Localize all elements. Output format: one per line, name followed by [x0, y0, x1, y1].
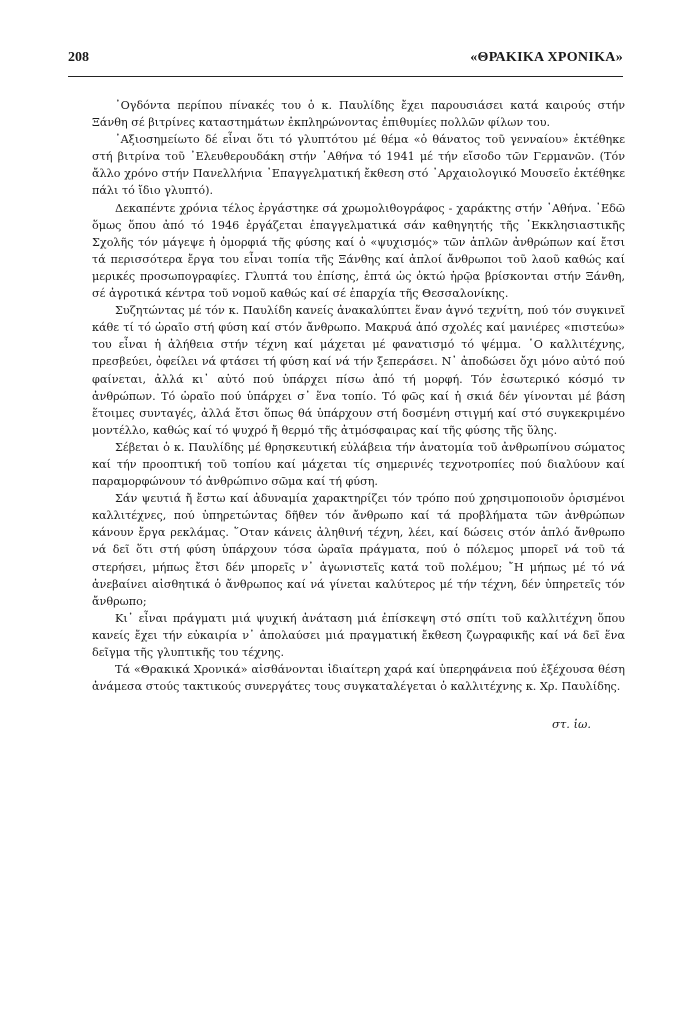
- paragraph: ᾿Αξιοσημείωτο δέ εἶναι ὅτι τό γλυπτότου μέ θέμα «ὁ θάνατος τοῦ γενναίου» ἐκτέθηκε στή βιτρίνα τοῦ ᾿Ελευθερουδάκη στήν ᾿Αθήνα τό 1941 μέ τήν εἴσοδο τῶν Γερμανῶν. (Τόν ἄλλο χρόνο στήν Πανελλήνια ᾿Επαγγελματική ἔκθεση στό ᾿Αρχαιολογικό Μουσεῖο ἐκτέθηκε πάλι τό ἴδιο γλυπτό).: [92, 133, 625, 198]
- page-number: 208: [68, 50, 89, 65]
- journal-title: «ΘΡΑΚΙΚΑ ΧΡΟΝΙΚΑ»: [470, 50, 623, 65]
- paragraph: Σάν ψευτιά ἤ ἔστω καί ἀδυναμία χαρακτηρίζει τόν τρόπο πού χρησιμοποιοῦν ὁρισμένοι καλλιτέχνες, πού ὑπηρετώντας δῆθεν τόν ἄνθρωπο καί τά προβλήματα τῶν ἀνθρώπων κάνουν ἔργα ρεκλάμας. ῞Οταν κάνεις ἀληθινή τέχνη, λέει, καί δώσεις στόν ἁπλό ἄνθρωπο νά δεῖ ὅτι στή φύση ὑπάρχουν τόσα ὡραῖα πράγματα, πού ὁ πόλεμος μπορεῖ νά τοῦ τά στερήσει, μήπως ἔτσι δέν μπορεῖς ν᾿ ἀγωνιστεῖς κατά τοῦ πολέμου; ῎Η μήπως μέ τό νά ἀνεβαίνει αἰσθητικά ὁ ἄνθρωπος καί νά γίνεται καλύτερος μέ τήν τέχνη, δέν ὑπηρετεῖς τόν ἄνθρωπο;: [92, 492, 625, 608]
- paragraph: Σέβεται ὁ κ. Παυλίδης μέ θρησκευτική εὐλάβεια τήν ἀνατομία τοῦ ἀνθρωπίνου σώματος καί τήν προοπτική τοῦ τοπίου καί μάχεται τίς σημερινές τεχνοτροπίες πού διαλύουν καί παραμορφώνουν τό ἀνθρώπινο σῶμα καί τή φύση.: [92, 440, 625, 489]
- article-body: [92, 97, 625, 695]
- paragraph: Τά «Θρακικά Χρονικά» αἰσθάνονται ἰδιαίτερη χαρά καί ὑπερηφάνεια πού ἐξέχουσα θέση ἀνάμεσα στούς τακτικούς συνεργάτες τους συγκαταλέγεται ὁ καλλιτέχνης κ. Χρ. Παυλίδης.: [92, 663, 625, 694]
- paragraph: Δεκαπέντε χρόνια τέλος ἐργάστηκε σά χρωμολιθογράφος - χαράκτης στήν ᾿Αθήνα. ᾿Εδῶ ὅμως ὅπου ἀπό τό 1946 ἐργάζεται ἐπαγγελματικά σάν καθηγητής τῆς ᾿Εκκλησιαστικῆς Σχολῆς τόν μάγεψε ἡ ὀμορφιά τῆς φύσης καί ὁ «ψυχισμός» τῶν ἁπλῶν ἀνθρώπων καί ἔτσι τά περισσότερα ἔργα του εἶναι τοπία τῆς Ξάνθης καί ἁπλοί ἄνθρωποι τοῦ λαοῦ καθώς καί μερικές προσωπογραφίες. Γλυπτά του ἐπίσης, ἑπτά ὡς ὀκτώ ἡρῷα βρίσκονται στήν Ξάνθη, σέ ἀγροτικά κέντρα τοῦ νομοῦ καθώς καί σέ ἐπαρχία τῆς Θεσσαλονίκης.: [92, 201, 625, 301]
- paragraph: Συζητώντας μέ τόν κ. Παυλίδη κανείς ἀνακαλύπτει ἕναν ἁγνό τεχνίτη, πού τόν συγκινεῖ κάθε τί τό ὡραῖο στή φύση καί στόν ἄνθρωπο. Μακρυά ἀπό σχολές καί μανιέρες «πιστεύω» του εἶναι ἡ ἀλήθεια στήν τέχνη καί μάχεται μέ φανατισμό τό ψέμμα. ῾Ο καλλιτέχνης, πρεσβεύει, ὀφείλει νά φτάσει τή φύση καί νά τήν ξεπεράσει. Ν᾿ ἀποδώσει ὄχι μόνο αὐτό πού φαίνεται, ἀλλά κι᾿ αὐτό πού ὑπάρχει πίσω ἀπό τή μορφή. Τόν ἐσωτερικό κόσμό τν ἀνθρώπων. Τό ὡραῖο πού ὑπάρχει σ᾿ ἕνα τοπίο. Τό φῶς καί ἡ σκιά δέν γίνονται μέ βάση ἕτοιμες συνταγές, ἀλλά ἔτσι ὅπως θά ὑπάρχουν στή δοσμένη στιγμή καί στό συγκεκριμένο μοντέλλο, καθώς καί τό ψυχρό ἤ θερμό τῆς ἀτμόσφαιρας καί τῆς φύσης τῆς ὕλης.: [92, 304, 625, 437]
- author-signature: στ. ἰω.: [552, 717, 592, 731]
- paragraph: ᾿Ογδόντα περίπου πίνακές του ὁ κ. Παυλίδης ἔχει παρουσιάσει κατά καιρούς στήν Ξάνθη σέ βιτρίνες καταστημάτων ἐκπληρώνοντας ἐπιθυμίες πολλῶν φίλων του.: [92, 99, 625, 130]
- page-header: [68, 50, 623, 77]
- paragraph: Κι᾿ εἶναι πράγματι μιά ψυχική ἀνάταση μιά ἐπίσκεψη στό σπίτι τοῦ καλλιτέχνη ὅπου κανείς ἔχει τήν εὐκαιρία ν᾿ ἀπολαύσει μιά πραγματική ἔκθεση ζωγραφικῆς καί νά δεῖ ἕνα δεῖγμα τῆς γλυπτικῆς του τέχνης.: [92, 611, 625, 659]
